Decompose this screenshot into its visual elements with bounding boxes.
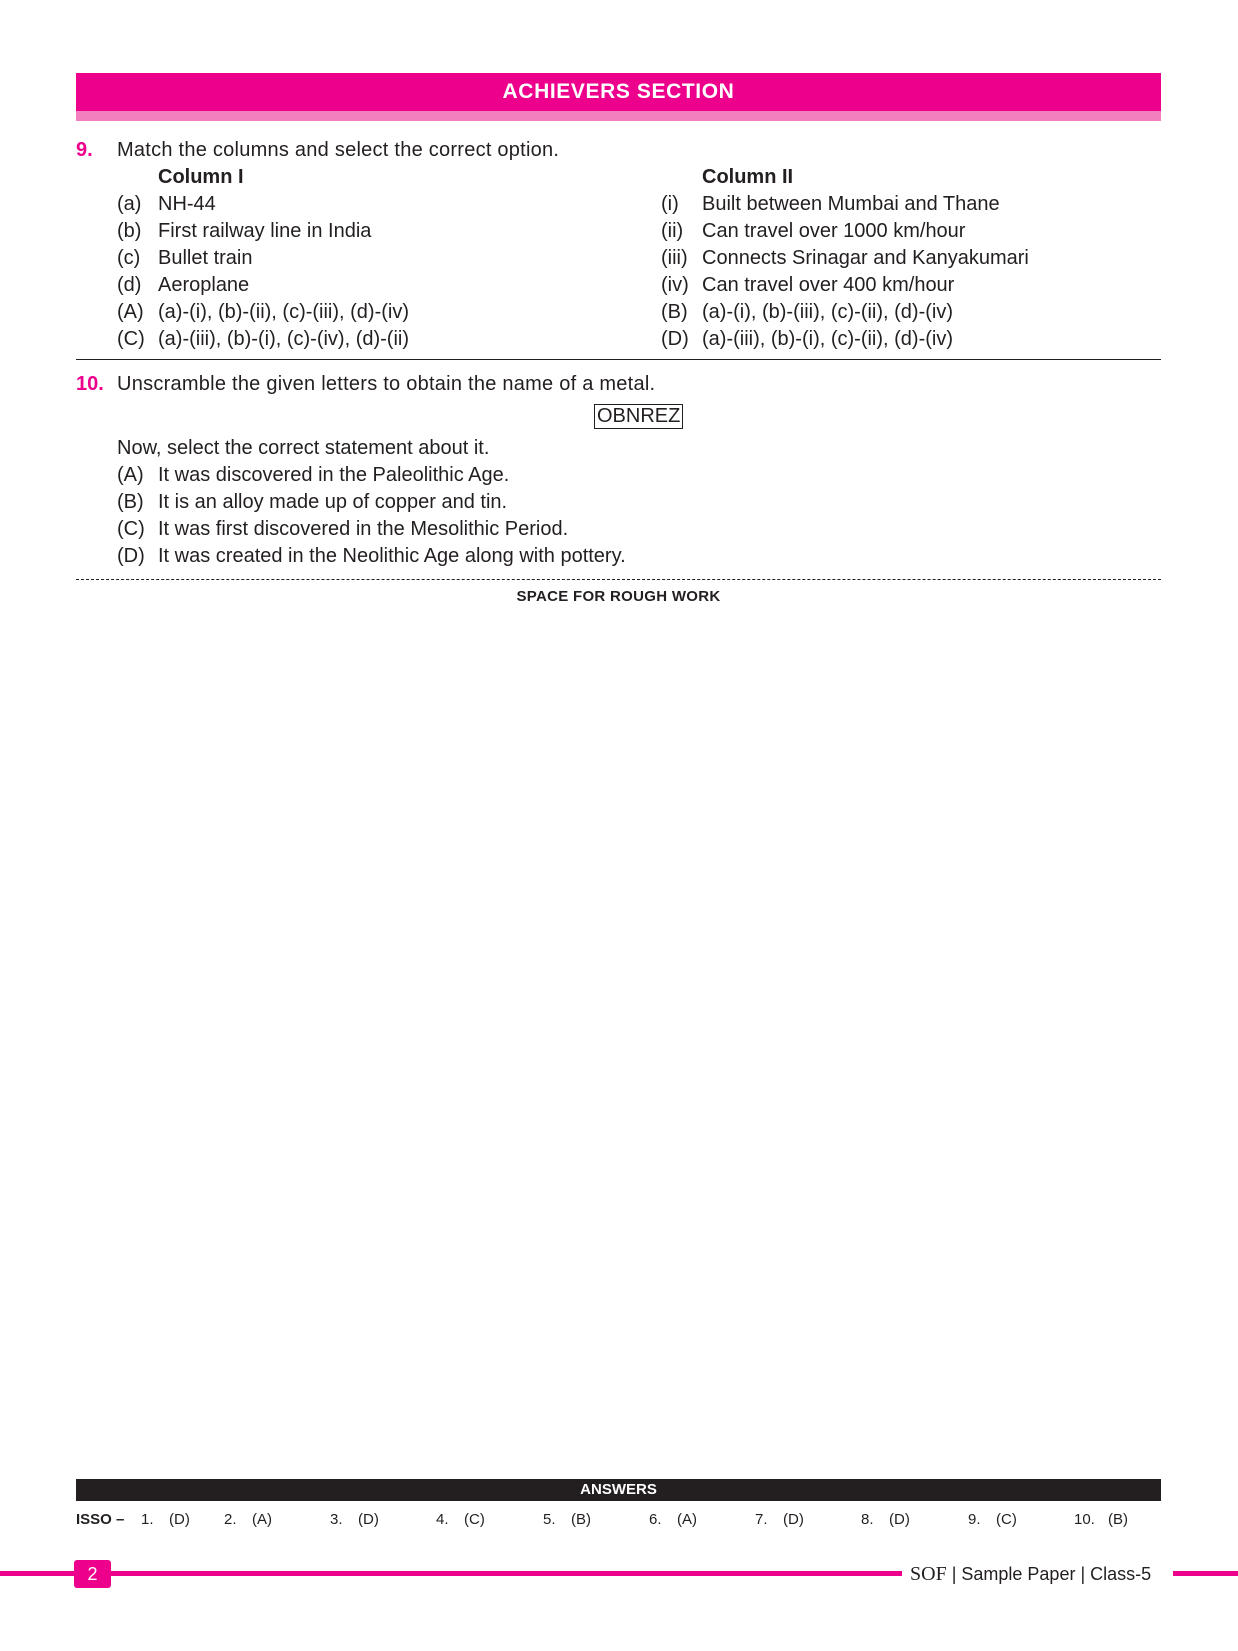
- option-label: (A): [117, 464, 144, 486]
- option-label: (C): [117, 518, 145, 540]
- question-stem: Match the columns and select the correct option.: [117, 139, 560, 161]
- option-label: (B): [661, 301, 688, 323]
- option-label: (C): [117, 328, 145, 350]
- column-1-item: [117, 272, 249, 299]
- option-text: (a)-(iii), (b)-(i), (c)-(ii), (d)-(iv): [702, 328, 954, 350]
- item-label: (i): [661, 193, 679, 215]
- question-prompt: Now, select the correct statement about it.: [117, 437, 490, 459]
- answer-item: 4. (C): [436, 1511, 485, 1528]
- column-2-item: [661, 218, 965, 245]
- item-text: NH-44: [158, 193, 216, 215]
- option-text: It was created in the Neolithic Age along with pottery.: [158, 545, 626, 567]
- rough-work-divider: [76, 579, 1161, 580]
- option-text: It was first discovered in the Mesolithic Period.: [158, 518, 569, 540]
- column-1-item: [117, 191, 216, 218]
- question-stem: Unscramble the given letters to obtain the name of a metal.: [117, 373, 656, 395]
- option-text: (a)-(i), (b)-(ii), (c)-(iii), (d)-(iv): [158, 301, 410, 323]
- footer-rule-left: [0, 1571, 902, 1576]
- column-2-item: [661, 191, 1000, 218]
- footer-text: | Sample Paper | Class-5: [946, 1564, 1152, 1584]
- column-1-item: [117, 245, 253, 272]
- question-number: 9.: [76, 139, 93, 161]
- section-header: ACHIEVERS SECTION: [76, 73, 1161, 111]
- item-label: (c): [117, 247, 141, 269]
- answer-option-b[interactable]: [117, 489, 507, 516]
- answer-option-b[interactable]: [661, 299, 953, 326]
- column-2-item: [661, 272, 954, 299]
- item-text: Aeroplane: [158, 274, 250, 296]
- option-label: (D): [117, 545, 145, 567]
- answer-item: 2. (A): [224, 1511, 272, 1528]
- answer-item: 1. (D): [141, 1511, 190, 1528]
- answer-option-d[interactable]: [117, 543, 626, 570]
- item-label: (iii): [661, 247, 688, 269]
- answer-item: 7. (D): [755, 1511, 804, 1528]
- item-text: First railway line in India: [158, 220, 372, 242]
- answer-item: 10. (B): [1074, 1511, 1128, 1528]
- column-2-item: [661, 245, 1029, 272]
- item-text: Built between Mumbai and Thane: [702, 193, 1000, 215]
- scrambled-word-box: OBNREZ: [594, 404, 683, 429]
- column-1-title: Column I: [158, 166, 244, 188]
- answer-item: 9. (C): [968, 1511, 1017, 1528]
- footer-rule-right: [1173, 1571, 1238, 1576]
- item-text: Connects Srinagar and Kanyakumari: [702, 247, 1029, 269]
- answer-item: 5. (B): [543, 1511, 591, 1528]
- page-number-badge: 2: [74, 1560, 111, 1588]
- option-label: (B): [117, 491, 144, 513]
- item-label: (ii): [661, 220, 684, 242]
- item-text: Can travel over 400 km/hour: [702, 274, 955, 296]
- option-text: It was discovered in the Paleolithic Age.: [158, 464, 510, 486]
- answer-option-c[interactable]: [117, 326, 409, 353]
- answer-item: 6. (A): [649, 1511, 697, 1528]
- column-1-item: [117, 218, 371, 245]
- item-text: Bullet train: [158, 247, 253, 269]
- answer-option-d[interactable]: [661, 326, 953, 353]
- option-label: (D): [661, 328, 689, 350]
- item-label: (d): [117, 274, 142, 296]
- answer-option-a[interactable]: [117, 299, 409, 326]
- sof-logo-icon: SOF: [910, 1563, 947, 1585]
- answers-header: ANSWERS: [76, 1479, 1161, 1501]
- answer-item: 3. (D): [330, 1511, 379, 1528]
- option-text: (a)-(iii), (b)-(i), (c)-(iv), (d)-(ii): [158, 328, 410, 350]
- rough-work-label: SPACE FOR ROUGH WORK: [516, 588, 721, 605]
- item-label: (b): [117, 220, 142, 242]
- column-2-title: Column II: [702, 166, 794, 188]
- option-label: (A): [117, 301, 144, 323]
- answer-option-c[interactable]: [117, 516, 568, 543]
- option-text: It is an alloy made up of copper and tin.: [158, 491, 508, 513]
- answer-item: 8. (D): [861, 1511, 910, 1528]
- question-divider: [76, 359, 1161, 360]
- answers-row: [76, 1509, 1161, 1531]
- footer-label: [910, 1561, 1151, 1587]
- section-header-underband: [76, 111, 1161, 121]
- item-label: (iv): [661, 274, 689, 296]
- question-number: 10.: [76, 373, 104, 395]
- item-text: Can travel over 1000 km/hour: [702, 220, 966, 242]
- answer-key-label: ISSO –: [76, 1511, 125, 1528]
- item-label: (a): [117, 193, 142, 215]
- option-text: (a)-(i), (b)-(iii), (c)-(ii), (d)-(iv): [702, 301, 954, 323]
- answer-option-a[interactable]: [117, 462, 509, 489]
